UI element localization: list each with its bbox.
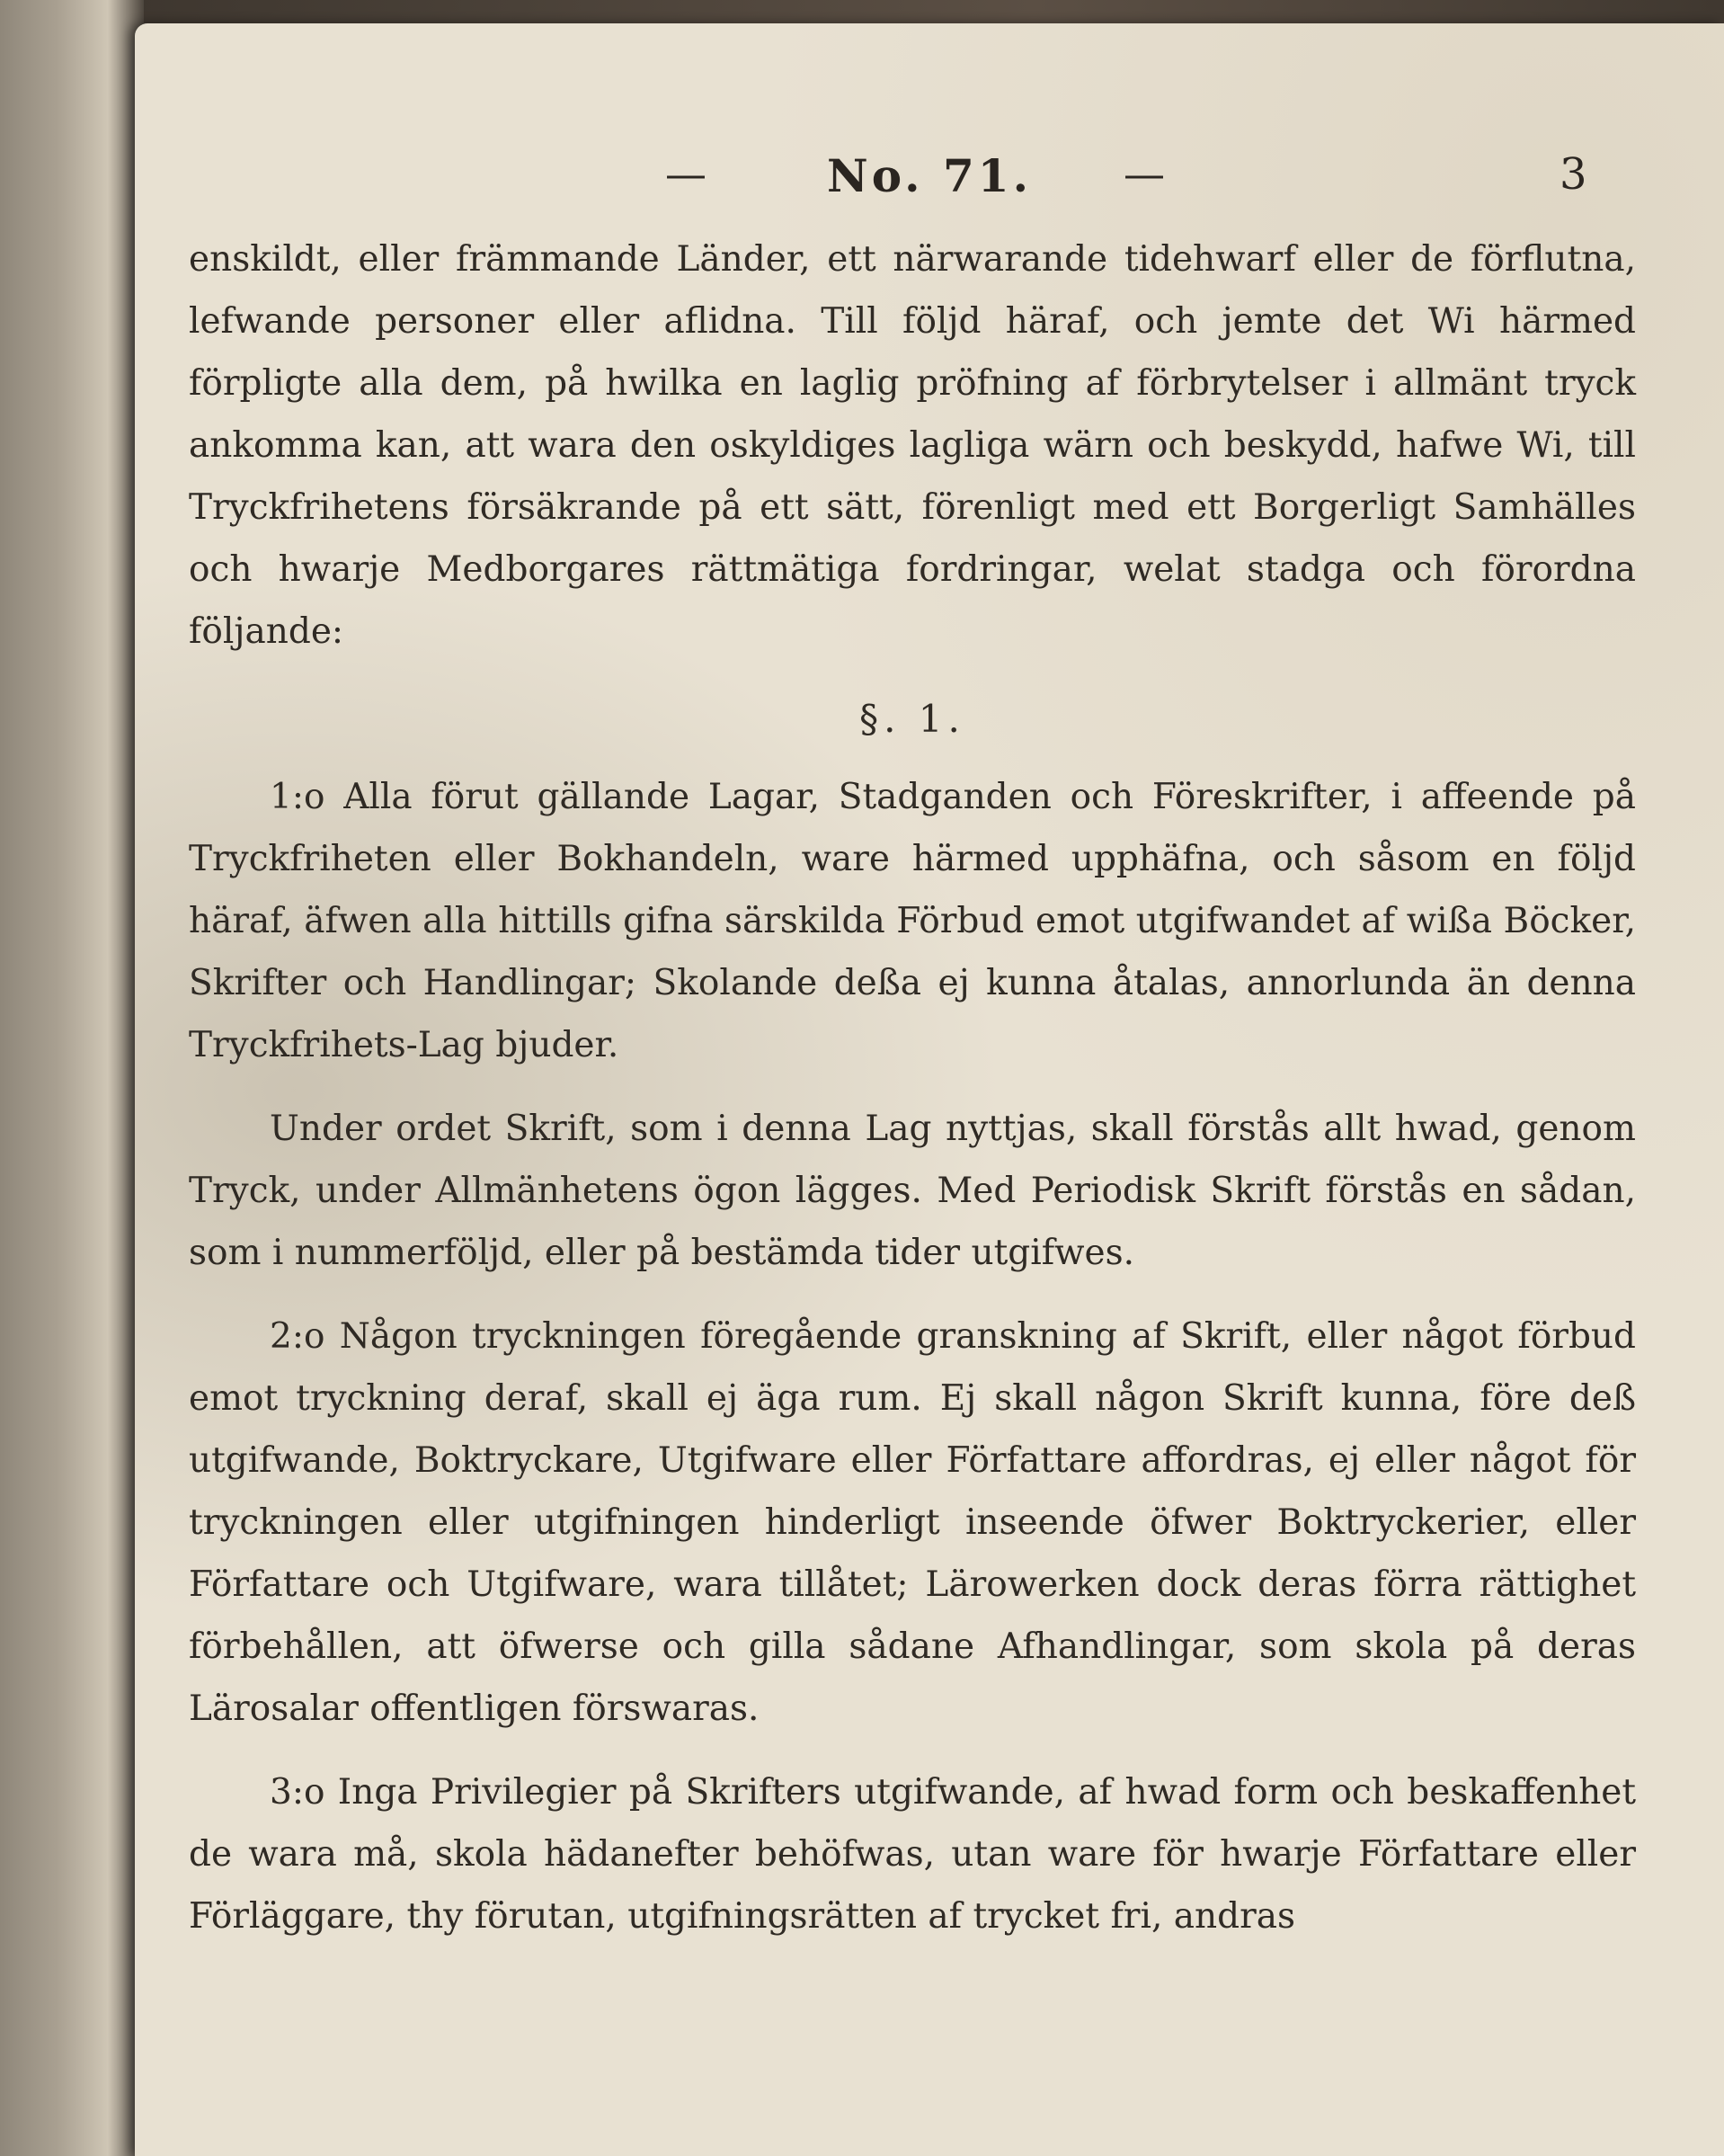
paragraph-2o: 2:o Någon tryckningen föregående granskning af Skrift, eller något förbud emot tryckning deraf, skall ej äga rum. Ej skall någon Skrift kunna, före deß utgifwande, Boktryckare, Utgifware eller Författare affordras, ej eller något för tryckningen eller utgifningen hinderligt inseende öfwer Boktryckerier, eller Författare och Utgifware, wara tillåtet; Lärowerken dock deras förra rättighet förbehållen, att öfwerse och gilla sådane Afhandlingar, som skola på deras Lärosalar offentligen förswaras. [189, 1316, 1636, 1729]
page-folio: 3 [1560, 149, 1587, 200]
paragraph-skrift-definition: Under ordet Skrift, som i denna Lag nyttjas, skall förstås allt hwad, genom Tryck, under Allmänhetens ögon lägges. Med Periodisk Skrift förstås en sådan, som i nummerföljd, eller på bestämda tider utgifwes. [189, 1109, 1636, 1273]
document-number: No. 71. [827, 149, 1032, 202]
page-header [135, 149, 1724, 212]
paragraph-3o: 3:o Inga Privilegier på Skrifters utgifwande, af hwad form och beskaffenhet de wara må, skola hädanefter behöfwas, utan ware för hwarje Författare eller Förläggare, thy förutan, utgifningsrätten af trycket fri, andras [189, 1772, 1636, 1937]
paragraph-1o: 1:o Alla förut gällande Lagar, Stadganden och Föreskrifter, i affeende på Tryckfriheten eller Bokhandeln, ware härmed upphäfna, och såsom en följd häraf, äfwen alla hittills gifna särskilda Förbud emot utgifwandet af wißa Böcker, Skrifter och Handlingar; Skolande deßa ej kunna åtalas, annorlunda än denna Tryckfrihets-Lag bjuder. [189, 777, 1636, 1065]
page-body [189, 228, 1636, 1947]
header-dash-left: — [665, 149, 706, 198]
header-dash-right: — [1124, 149, 1165, 198]
section-heading: §. 1. [859, 697, 965, 741]
facing-page-blurred [0, 0, 144, 2156]
intro-paragraph: enskildt, eller främmande Länder, ett närwarande tidehwarf eller de förflutna, lefwande personer eller aflidna. Till följd häraf, och jemte det Wi härmed förpligte alla dem, på hwilka en laglig pröfning af förbrytelser i allmänt tryck ankomma kan, att wara den oskyldiges lagliga wärn och beskydd, hafwe Wi, till Tryckfrihetens försäkrande på ett sätt, förenligt med ett Borgerligt Samhälles och hwarje Medborgares rättmätiga fordringar, welat stadga och förordna följande: [189, 239, 1636, 652]
printed-page [135, 23, 1724, 2156]
